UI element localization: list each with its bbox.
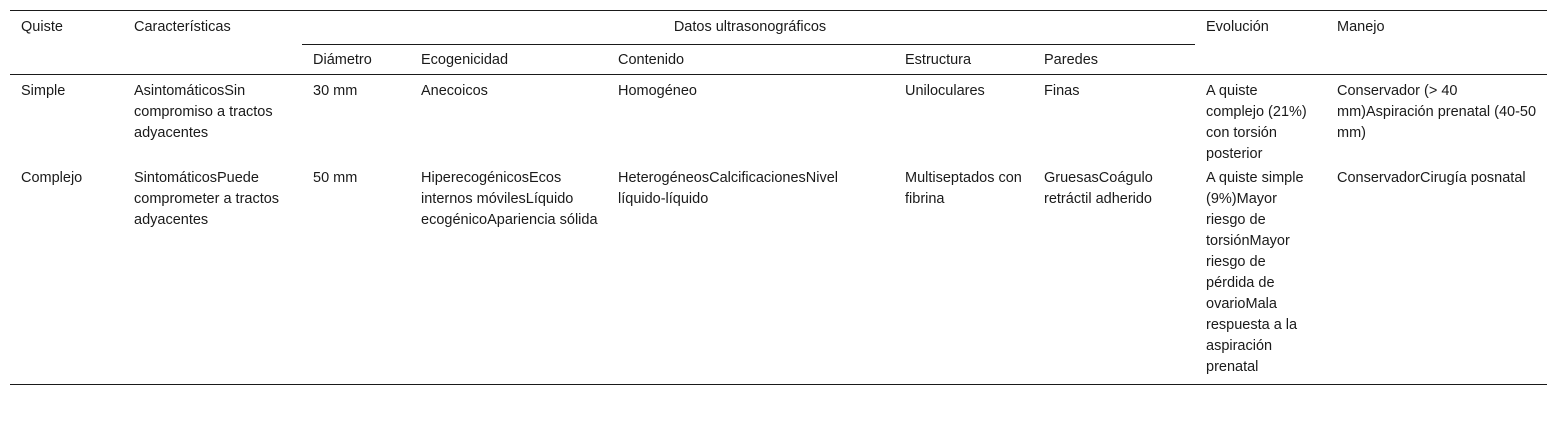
cell-ecogenicidad: HiperecogénicosEcos internos móvilesLíquido ecogénicoApariencia sólida (421, 170, 598, 228)
subheader-paredes: Paredes (1044, 52, 1099, 68)
cell-contenido: Homogéneo (618, 83, 697, 99)
cell-evolucion: A quiste complejo (21%) con torsión posterior (1206, 83, 1307, 162)
header-spacer (10, 45, 123, 75)
cell-quiste: Simple (21, 83, 66, 99)
table-row (10, 165, 1547, 385)
table-row (10, 75, 1547, 166)
header-caracteristicas: Características (134, 19, 231, 35)
cell-ecogenicidad: Anecoicos (421, 83, 488, 99)
cell-diametro: 30 mm (313, 83, 358, 99)
subheader-ecogenicidad: Ecogenicidad (421, 52, 509, 68)
cell-caracteristicas: SintomáticosPuede comprometer a tractos adyacentes (134, 170, 280, 228)
cell-diametro: 50 mm (313, 170, 358, 186)
table-header (10, 11, 1547, 75)
cyst-table (10, 10, 1547, 385)
header-spacer (1195, 45, 1326, 75)
subheader-contenido: Contenido (618, 52, 685, 68)
header-manejo: Manejo (1337, 19, 1385, 35)
cell-manejo: ConservadorCirugía posnatal (1337, 170, 1526, 186)
cell-estructura: Multiseptados con fibrina (905, 170, 1022, 207)
cell-manejo: Conservador (> 40 mm)Aspiración prenatal (40-50 mm) (1337, 83, 1537, 141)
header-spacer (123, 45, 302, 75)
header-spacer (1326, 45, 1547, 75)
header-evolucion: Evolución (1206, 19, 1269, 35)
header-quiste: Quiste (21, 19, 63, 35)
subheader-diametro: Diámetro (313, 52, 372, 68)
subheader-estructura: Estructura (905, 52, 972, 68)
cell-evolucion: A quiste simple (9%)Mayor riesgo de torsiónMayor riesgo de pérdida de ovarioMala respuesta a la aspiración prenatal (1206, 170, 1304, 375)
cell-paredes: GruesasCoágulo retráctil adherido (1044, 170, 1153, 207)
cell-estructura: Uniloculares (905, 83, 985, 99)
table-container (10, 10, 1547, 385)
cell-caracteristicas: AsintomáticosSin compromiso a tractos adyacentes (134, 83, 273, 141)
table-body (10, 75, 1547, 385)
cell-contenido: HeterogéneosCalcificacionesNivel líquido-líquido (618, 170, 839, 207)
cell-paredes: Finas (1044, 83, 1080, 99)
cell-quiste: Complejo (21, 170, 83, 186)
header-datos-ultrasonograficos: Datos ultrasonográficos (302, 11, 1195, 45)
